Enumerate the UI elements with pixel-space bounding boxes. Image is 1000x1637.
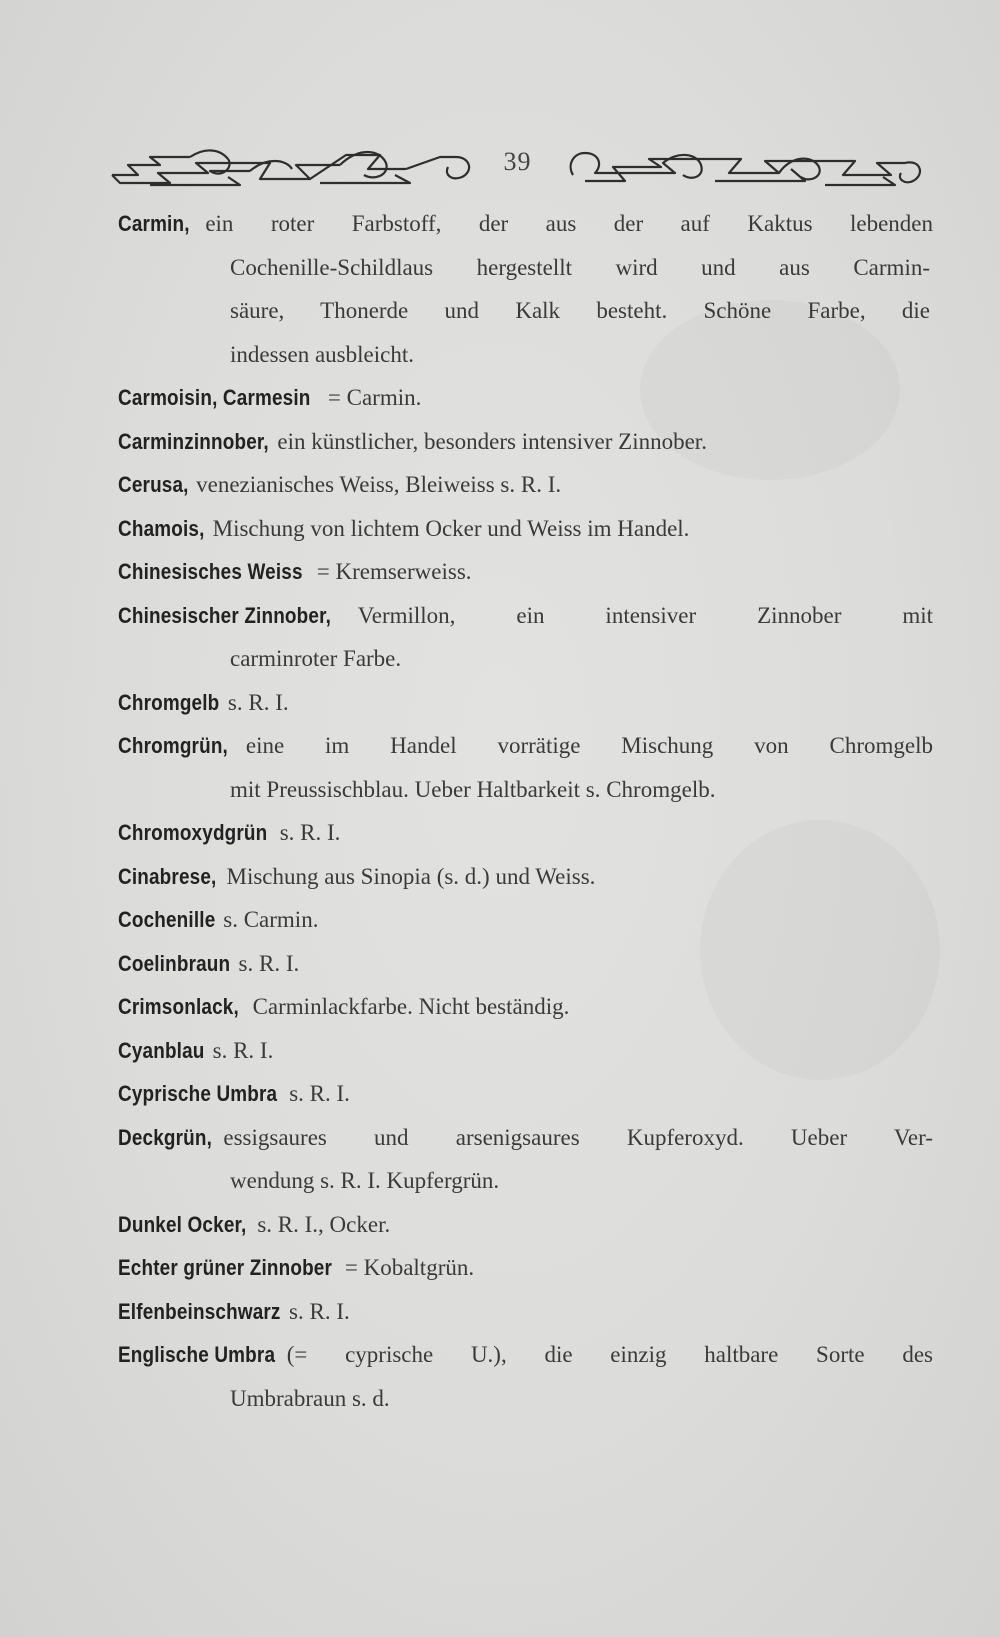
- entry-continuation: indessen ausbleicht.: [230, 341, 414, 367]
- entry-first-line: [118, 811, 933, 855]
- entry-definition: s. R. I.: [289, 1081, 350, 1106]
- entry-first-line: [118, 376, 933, 420]
- entry-definition: Vermillon, ein intensiver Zinnober mit: [357, 602, 933, 628]
- list-item: [118, 1072, 933, 1116]
- entry-definition: essigsaures und arsenigsaures Kupferoxyd. Ueber Ver-: [223, 1124, 933, 1150]
- entry-definition: s. R. I., Ocker.: [257, 1211, 391, 1237]
- entry-definition: s. R. I.: [289, 1298, 350, 1324]
- entry-first-line: [118, 463, 933, 507]
- entry-term: Chromoxydgrün: [118, 820, 268, 845]
- entry-term: Echter grüner Zinnober: [118, 1255, 333, 1280]
- entry-term: Englische Umbra: [118, 1342, 276, 1367]
- entry-first-line: [118, 724, 933, 768]
- entry-definition: s. R. I.: [279, 820, 341, 845]
- glossary-entries: [118, 202, 933, 1420]
- right-ornament-icon: [565, 135, 925, 195]
- list-item: [118, 942, 933, 986]
- list-item: [118, 202, 933, 376]
- entry-definition: s. R. I.: [238, 950, 300, 976]
- list-item: [118, 855, 933, 899]
- list-item: [118, 376, 933, 420]
- entry-continuation: carminroter Farbe.: [230, 646, 402, 671]
- list-item: [118, 507, 933, 551]
- entry-definition: ein künstlicher, besonders intensiver Zinnober.: [277, 428, 707, 454]
- entry-term: Elfenbeinschwarz: [118, 1298, 281, 1324]
- entry-continuation: säure, Thonerde und Kalk besteht. Schöne Farbe, die: [230, 298, 930, 323]
- entry-term: Carmoisin, Carmesin: [118, 385, 311, 410]
- entry-first-line: [118, 202, 933, 246]
- entry-first-line: [118, 420, 933, 464]
- entry-definition: venezianisches Weiss, Bleiweiss s. R. I.: [196, 472, 562, 497]
- list-item: [118, 550, 933, 594]
- entry-first-line: [118, 1290, 933, 1334]
- list-item: [118, 724, 933, 811]
- entry-term: Crimsonlack,: [118, 994, 239, 1019]
- list-item: [118, 1029, 933, 1073]
- list-item: [118, 594, 933, 681]
- entry-term: Chinesisches Weiss: [118, 559, 303, 584]
- entry-definition: Mischung aus Sinopia (s. d.) und Weiss.: [226, 863, 596, 889]
- entry-term: Cochenille: [118, 907, 216, 932]
- list-item: [118, 1333, 933, 1420]
- page-header: [110, 135, 925, 195]
- entry-first-line: [118, 594, 933, 638]
- entry-definition: = Kremserweiss.: [316, 559, 472, 584]
- list-item: [118, 1116, 933, 1203]
- entry-first-line: [118, 1029, 933, 1073]
- entry-term: Cyanblau: [118, 1037, 205, 1063]
- entry-first-line: [118, 550, 933, 594]
- entry-first-line: [118, 1203, 933, 1247]
- entry-term: Cerusa,: [118, 472, 189, 497]
- entry-first-line: [118, 507, 933, 551]
- list-item: [118, 1290, 933, 1334]
- entry-first-line: [118, 985, 933, 1029]
- entry-term: Coelinbraun: [118, 950, 231, 976]
- entry-term: Carmin,: [118, 211, 190, 236]
- entry-definition: s. R. I.: [227, 689, 289, 715]
- entry-term: Cinabrese,: [118, 863, 217, 889]
- entry-term: Deckgrün,: [118, 1124, 213, 1150]
- entry-term: Dunkel Ocker,: [118, 1211, 247, 1237]
- entry-first-line: [118, 942, 933, 986]
- entry-definition: Carminlackfarbe. Nicht beständig.: [252, 994, 570, 1019]
- entry-continuation: mit Preussischblau. Ueber Haltbarkeit s. Chromgelb.: [230, 776, 716, 802]
- entry-term: Chromgelb: [118, 689, 220, 715]
- entry-definition: = Kobaltgrün.: [344, 1255, 475, 1280]
- list-item: [118, 1203, 933, 1247]
- list-item: [118, 898, 933, 942]
- entry-first-line: [118, 681, 933, 725]
- entry-definition: = Carmin.: [327, 385, 422, 410]
- list-item: [118, 1246, 933, 1290]
- entry-continuation: Umbrabraun s. d.: [230, 1385, 390, 1411]
- entry-continuation: wendung s. R. I. Kupfergrün.: [230, 1168, 500, 1193]
- entry-first-line: [118, 1072, 933, 1116]
- entry-definition: Mischung von lichtem Ocker und Weiss im Handel.: [212, 515, 690, 541]
- entry-definition: (= cyprische U.), die einzig haltbare Sorte des: [286, 1342, 933, 1367]
- entry-term: Cyprische Umbra: [118, 1081, 278, 1106]
- entry-term: Carminzinnober,: [118, 428, 269, 454]
- list-item: [118, 463, 933, 507]
- entry-continuation: Cochenille-Schildlaus hergestellt wird und aus Carmin-: [230, 254, 930, 280]
- entry-definition: s. R. I.: [212, 1037, 274, 1063]
- list-item: [118, 420, 933, 464]
- entry-term: Chinesischer Zinnober,: [118, 602, 332, 628]
- entry-first-line: [118, 898, 933, 942]
- entry-first-line: [118, 1246, 933, 1290]
- entry-definition: ein roter Farbstoff, der aus der auf Kaktus lebenden: [205, 211, 933, 236]
- entry-first-line: [118, 1333, 933, 1377]
- list-item: [118, 681, 933, 725]
- page-number: 39: [503, 147, 532, 176]
- entry-term: Chamois,: [118, 515, 205, 541]
- entry-term: Chromgrün,: [118, 733, 228, 758]
- entry-first-line: [118, 1116, 933, 1160]
- entry-definition: eine im Handel vorrätige Mischung von Chromgelb: [245, 733, 933, 758]
- list-item: [118, 985, 933, 1029]
- list-item: [118, 811, 933, 855]
- entry-first-line: [118, 855, 933, 899]
- entry-definition: s. Carmin.: [223, 907, 319, 932]
